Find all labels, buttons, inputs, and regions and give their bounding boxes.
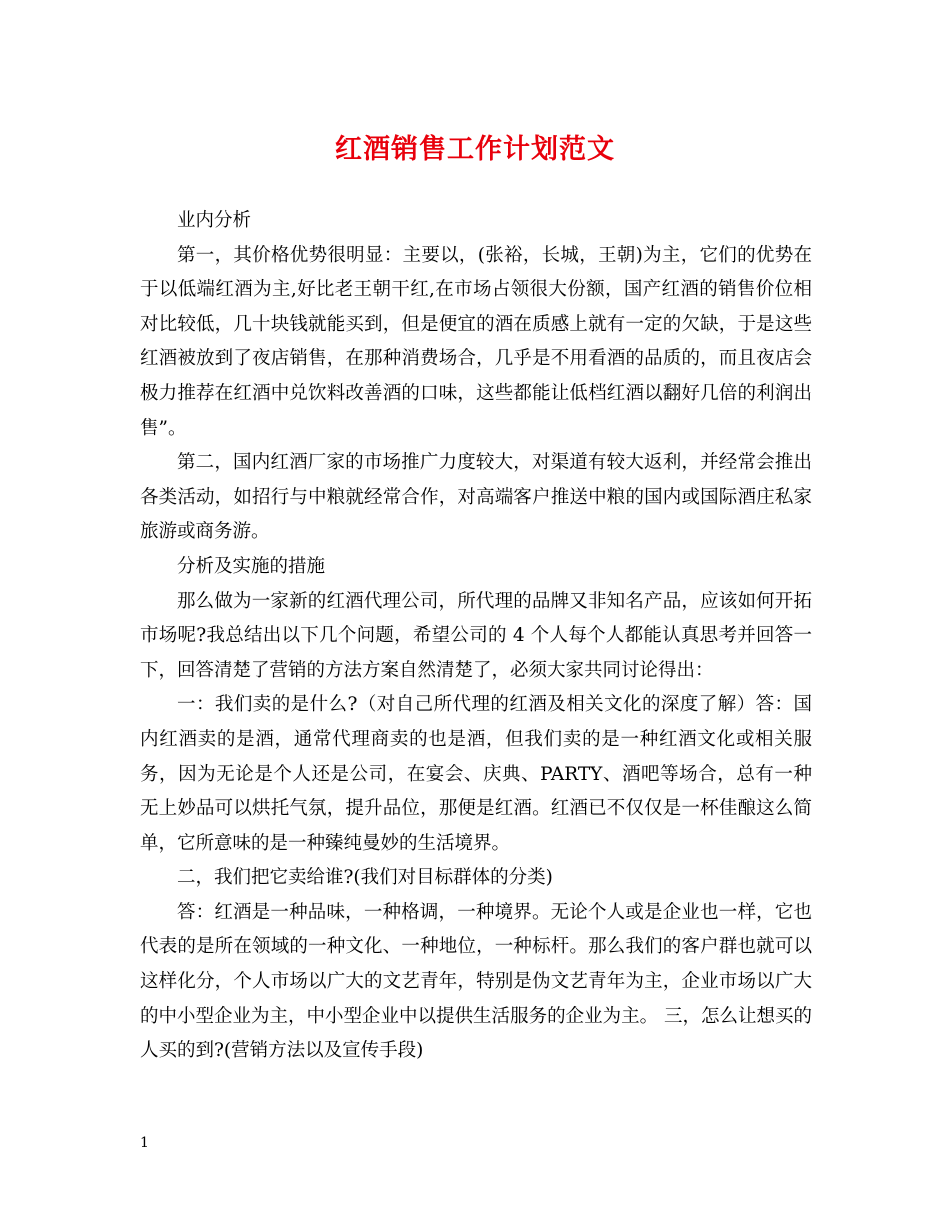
paragraph-who-we-sell-to: 二，我们把它卖给谁?(我们对目标群体的分类): [177, 867, 553, 889]
paragraph-what-we-sell: 一：我们卖的是什么?（对自己所代理的红酒及相关文化的深度了解）答：国内红酒卖的是酒，通常代理商卖的也是酒，但我们卖的是一种红酒文化或相关服务，因为无论是个人还是公司，在宴会、庆典、PARTY、酒吧等场合，总有一种无上妙品可以烘托气氛，提升品位，那便是红酒。红酒已不仅仅是一杯佳酿这么简单，它所意味的是一种臻纯曼妙的生活境界。: [140, 694, 812, 854]
document-body: [140, 204, 812, 1069]
section-heading-measures: 分析及实施的措施: [177, 555, 326, 577]
paragraph-price-advantage: 第一，其价格优势很明显：主要以，(张裕，长城，王朝)为主，它们的优势在于以低端红酒为主,好比老王朝干红,在市场占领很大份额，国产红酒的销售价位相对比较低，几十块钱就能买到，但是便宜的酒在质感上就有一定的欠缺，于是这些红酒被放到了夜店销售，在那种消费场合，几乎是不用看酒的品质的，而且夜店会极力推荐在红酒中兑饮料改善酒的口味，这些都能让低档红酒以翻好几倍的利润出售”。: [140, 244, 812, 439]
page-number: 1: [140, 1135, 149, 1151]
paragraph-how-to-open-market: 那么做为一家新的红酒代理公司，所代理的品牌又非知名产品，应该如何开拓市场呢?我总结出以下几个问题，希望公司的 4 个人每个人都能认真思考并回答一下，回答清楚了营销的方法方案自然清楚了，必须大家共同讨论得出：: [140, 590, 812, 681]
paragraph-customer-groups: 答：红酒是一种品味，一种格调，一种境界。无论个人或是企业也一样，它也代表的是所在领域的一种文化、一种地位，一种标杆。那么我们的客户群也就可以这样化分，个人市场以广大的文艺青年，特别是伪文艺青年为主，企业市场以广大的中小型企业为主，中小型企业中以提供生活服务的企业为主。 三，怎么让想买的人买的到?(营销方法以及宣传手段): [140, 901, 812, 1062]
paragraph-market-promotion: 第二，国内红酒厂家的市场推广力度较大，对渠道有较大返利，并经常会推出各类活动，如招行与中粮就经常合作，对高端客户推送中粮的国内或国际酒庄私家旅游或商务游。: [140, 452, 812, 543]
document-title: 红酒销售工作计划范文: [335, 134, 615, 165]
section-heading-industry-analysis: 业内分析: [177, 210, 252, 231]
